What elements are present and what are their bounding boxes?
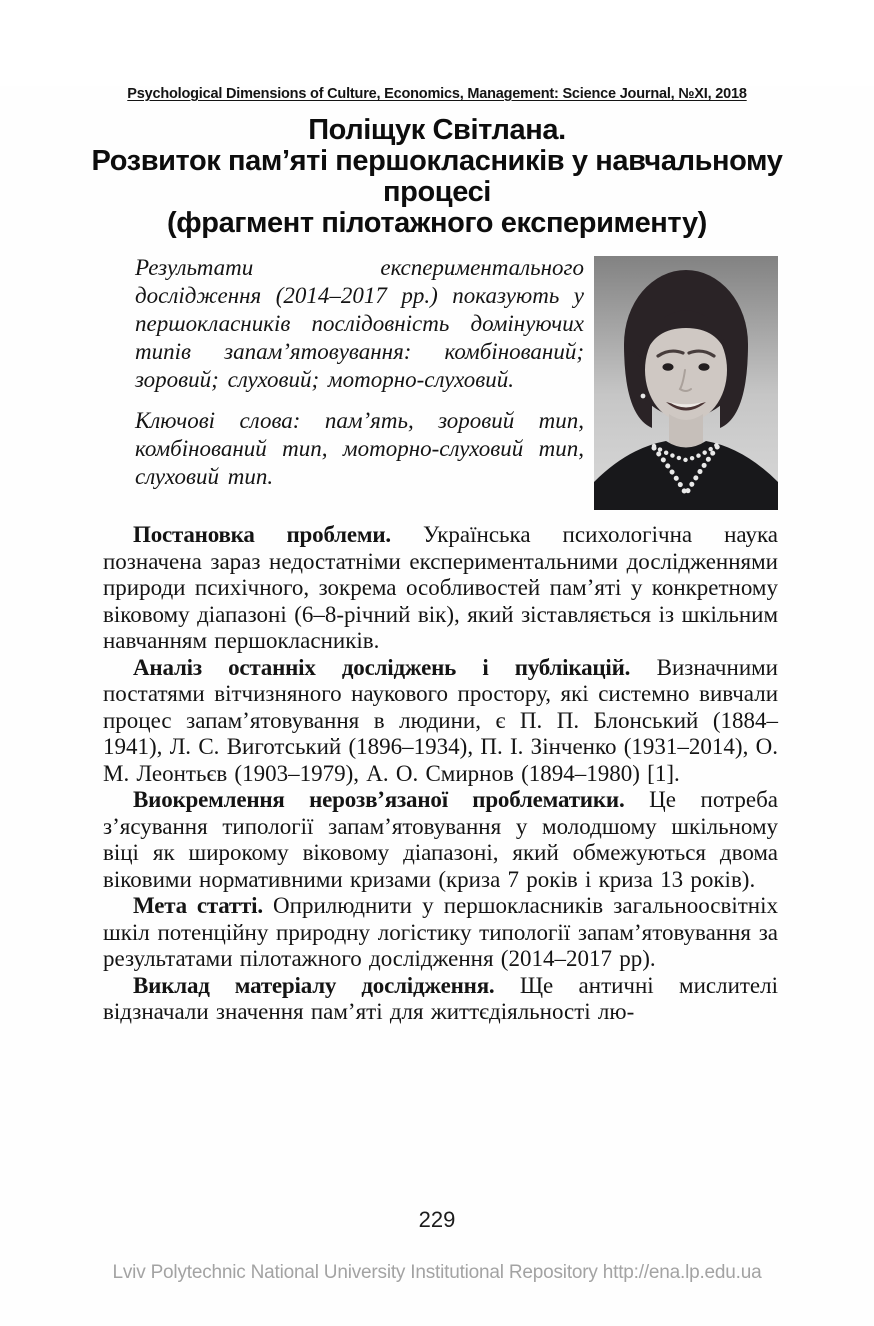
author-photo bbox=[594, 256, 778, 510]
repository-footer: Lviv Polytechnic National University Institutional Repository http://ena.lp.edu.ua bbox=[112, 1262, 762, 1283]
paragraph-text: Ще античні мислителі відзначали значення пам’яті для життєдіяльності лю- bbox=[103, 972, 779, 1024]
paragraph-heading: Виклад матеріалу дослідження. bbox=[133, 972, 495, 998]
paragraph-article-goal bbox=[103, 893, 778, 973]
journal-page bbox=[0, 86, 874, 1326]
paragraph-research-material bbox=[103, 973, 778, 1026]
paragraph-heading: Мета статті. bbox=[133, 893, 263, 918]
paragraph-problem-statement bbox=[103, 522, 778, 655]
article-body bbox=[103, 522, 778, 1026]
author-portrait-illustration bbox=[594, 256, 778, 510]
journal-header-text: Psychological Dimensions of Culture, Economics, Management: Science Journal, №XI, 2018 bbox=[127, 86, 747, 102]
paragraph-text: Українська психологічна наука позначена зараз недостатніми експериментальними дослідженнями природи психічного, зокрема особливостей пам’яті у конкретному віковому діапазоні (6–8-річний вік), який зіставляється із шкільним навчанням першокласників. bbox=[103, 522, 778, 653]
abstract-column bbox=[135, 254, 584, 491]
paragraph-unresolved-problems bbox=[103, 787, 778, 893]
paragraph-text: Це потреба з’ясування типології запам’ятовування у молодшому шкільному віці як широкому віковому діапазоні, який обмежуються двома віковими нормативними кризами (криза 7 років і криза 13 років). bbox=[103, 787, 778, 892]
journal-header bbox=[0, 86, 874, 102]
paragraph-text: Оприлюднити у першокласників загальноосвітніх шкіл потенційну природну логістику типології запам’ятовування за результатами пілотажного дослідження (2014–2017 рр). bbox=[103, 893, 778, 971]
paragraph-heading: Постановка проблеми. bbox=[133, 522, 391, 547]
page-number: 229 bbox=[418, 1207, 456, 1232]
article-title bbox=[0, 115, 874, 239]
title-parenthetical-line: (фрагмент пілотажного експерименту) bbox=[167, 207, 707, 239]
keywords-text: Ключові слова: пам’ять, зоровий тип, комбінований тип, моторно-слуховий тип, слуховий тип. bbox=[135, 408, 584, 489]
paragraph-text: Визначними постатями вітчизняного наукового простору, які системно вивчали процес запам’ятовування в людини, є П. П. Блонський (1884–1941), Л. С. Виготський (1896–1934), П. І. Зінченко (1931–2014), О. М. Леонтьєв (1903–1979), А. О. Смирнов (1894–1980) [1]. bbox=[103, 654, 778, 786]
title-main-line: Розвиток пам’яті першокласників у навчальному процесі bbox=[91, 145, 783, 208]
title-author-line: Поліщук Світлана. bbox=[308, 114, 566, 146]
paragraph-analysis-of-research bbox=[103, 655, 778, 788]
paragraph-heading: Виокремлення нерозв’язаної проблематики. bbox=[133, 787, 625, 812]
abstract-text: Результати експериментального дослідження (2014–2017 рр.) показують у першокласників послідовність домінуючих типів запам’ятовування: комбінований; зоровий; слуховий; моторно-слуховий. bbox=[135, 255, 584, 392]
paragraph-heading: Аналіз останніх досліджень і публікацій. bbox=[133, 654, 631, 680]
abstract-and-photo-section bbox=[103, 254, 778, 510]
